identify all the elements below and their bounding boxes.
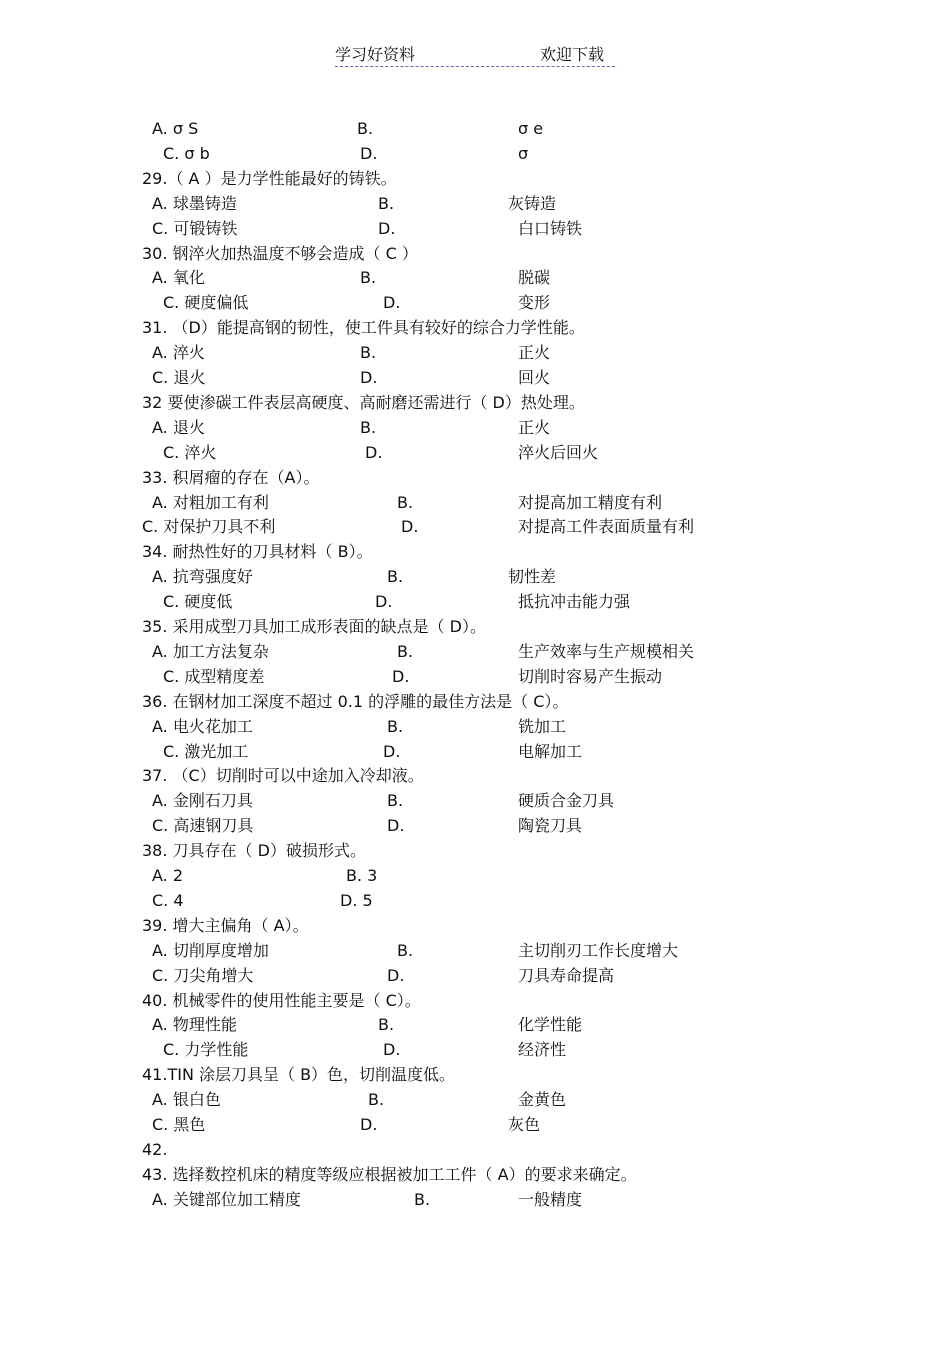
question-line — [0, 990, 950, 1012]
option-text: D. — [360, 368, 378, 387]
question-text: 37. （C）切削时可以中途加入冷却液。 — [142, 766, 424, 786]
option-text: B. — [387, 791, 404, 811]
option-text: B. — [414, 1189, 431, 1209]
option-text: B. — [368, 1090, 385, 1110]
option-text: C. 成型精度差 — [163, 666, 265, 686]
option-text: B. 3 — [346, 866, 378, 885]
option-line — [0, 492, 950, 514]
option-text: 白口铸铁 — [518, 218, 583, 238]
option-line — [0, 940, 950, 962]
question-text: 33. 积屑瘤的存在（A）。 — [142, 467, 320, 487]
option-line — [0, 965, 950, 987]
option-line — [0, 193, 950, 215]
option-text: A. 抗弯强度好 — [152, 567, 253, 587]
option-text: C. 可锻铸铁 — [152, 218, 238, 238]
question-text: 29.（ A ）是力学性能最好的铸铁。 — [142, 168, 397, 188]
option-text: C. 黑色 — [152, 1115, 206, 1134]
question-text: 34. 耐热性好的刀具材料（ B）。 — [142, 542, 373, 562]
question-text: 38. 刀具存在（ D）破损形式。 — [142, 841, 366, 861]
question-line — [0, 168, 950, 190]
question-line — [0, 765, 950, 787]
option-text: B. — [378, 1015, 395, 1035]
option-text: 经济性 — [518, 1040, 567, 1060]
option-text: D. — [383, 293, 401, 313]
option-text: D. 5 — [340, 890, 373, 910]
option-text: D. — [392, 666, 410, 686]
option-text: D. — [378, 218, 396, 238]
question-line — [0, 1164, 950, 1186]
option-line — [0, 143, 950, 165]
option-text: 刀具寿命提高 — [518, 965, 615, 985]
option-text: 陶瓷刀具 — [518, 816, 583, 836]
option-text: 切削时容易产生振动 — [518, 666, 663, 686]
option-line — [0, 591, 950, 613]
question-text: 36. 在钢材加工深度不超过 0.1 的浮雕的最佳方法是（ C）。 — [142, 691, 569, 711]
option-text: σ e — [518, 119, 544, 138]
option-text: 金黄色 — [518, 1090, 567, 1110]
option-text: 电解加工 — [518, 741, 583, 761]
option-line — [0, 566, 950, 588]
question-text: 32 要使渗碳工件表层高硬度、高耐磨还需进行（ D）热处理。 — [142, 392, 585, 412]
option-text: 一般精度 — [518, 1189, 583, 1209]
option-text: C. 对保护刀具不利 — [142, 517, 276, 537]
question-line — [0, 392, 950, 414]
option-text: 韧性差 — [508, 567, 557, 587]
option-text: A. σ S — [152, 119, 199, 138]
header-left-text: 学习好资料 — [335, 45, 416, 64]
question-text: 35. 采用成型刀具加工成形表面的缺点是（ D）。 — [142, 617, 486, 636]
option-text: σ — [518, 143, 529, 163]
option-line — [0, 267, 950, 289]
option-line — [0, 790, 950, 812]
option-text: D. — [383, 741, 401, 761]
option-text: A. 2 — [152, 866, 184, 885]
option-text: 生产效率与生产规模相关 — [518, 641, 695, 661]
question-text: 43. 选择数控机床的精度等级应根据被加工工件（ A）的要求来确定。 — [142, 1164, 637, 1184]
option-line — [0, 1014, 950, 1036]
option-line — [0, 741, 950, 763]
option-text: D. — [375, 592, 393, 612]
option-text: A. 球墨铸造 — [152, 193, 237, 213]
option-text: C. 硬度低 — [163, 592, 233, 612]
question-text: 42. — [142, 1139, 168, 1159]
option-line — [0, 890, 950, 912]
option-text: D. — [365, 442, 383, 462]
option-text: A. 物理性能 — [152, 1015, 237, 1035]
question-line — [0, 1064, 950, 1086]
option-line — [0, 342, 950, 364]
option-text: 回火 — [518, 368, 551, 387]
option-text: 灰铸造 — [508, 193, 557, 213]
option-text: A. 切削厚度增加 — [152, 940, 269, 960]
option-text: C. 退火 — [152, 368, 206, 387]
option-line — [0, 1089, 950, 1111]
option-text: 脱碳 — [518, 268, 551, 288]
option-text: B. — [360, 343, 377, 363]
option-text: 正火 — [518, 417, 551, 437]
option-line — [0, 292, 950, 314]
option-text: 正火 — [518, 343, 551, 363]
option-text: C. 力学性能 — [163, 1040, 249, 1060]
header-right-text: 欢迎下载 — [540, 45, 605, 64]
option-text: C. 4 — [152, 890, 184, 910]
option-text: 淬火后回火 — [518, 442, 599, 462]
option-text: 主切削刃工作长度增大 — [518, 940, 679, 960]
option-line — [0, 716, 950, 738]
option-text: B. — [360, 268, 377, 288]
option-text: 变形 — [518, 293, 551, 313]
option-line — [0, 218, 950, 240]
option-line — [0, 417, 950, 439]
option-text: A. 淬火 — [152, 343, 205, 363]
option-text: D. — [387, 816, 405, 836]
question-line — [0, 467, 950, 489]
option-text: D. — [360, 143, 378, 163]
option-line — [0, 815, 950, 837]
option-text: D. — [401, 517, 419, 537]
option-text: A. 对粗加工有利 — [152, 492, 269, 512]
option-text: C. 淬火 — [163, 442, 217, 462]
option-text: B. — [397, 940, 414, 960]
option-line — [0, 1114, 950, 1136]
option-text: C. 激光加工 — [163, 741, 249, 761]
option-line — [0, 641, 950, 663]
option-text: A. 退火 — [152, 417, 205, 437]
option-text: 对提高工件表面质量有利 — [518, 517, 695, 537]
question-line — [0, 317, 950, 339]
question-text: 31. （D）能提高钢的韧性，使工件具有较好的综合力学性能。 — [142, 318, 585, 338]
question-text: 30. 钢淬火加热温度不够会造成（ C ） — [142, 243, 418, 263]
option-text: B. — [387, 567, 404, 587]
option-text: B. — [357, 119, 374, 138]
option-text: 化学性能 — [518, 1015, 583, 1035]
option-line — [0, 442, 950, 464]
option-line — [0, 1039, 950, 1061]
option-line — [0, 1189, 950, 1211]
question-line — [0, 616, 950, 638]
question-line — [0, 915, 950, 937]
option-text: A. 关键部位加工精度 — [152, 1189, 301, 1209]
option-text: B. — [360, 417, 377, 437]
question-line — [0, 840, 950, 862]
option-text: A. 金刚石刀具 — [152, 791, 253, 811]
option-text: C. σ b — [163, 143, 210, 163]
option-text: 铣加工 — [518, 716, 567, 736]
option-text: C. 刀尖角增大 — [152, 965, 254, 985]
option-line — [0, 516, 950, 538]
option-text: C. 高速钢刀具 — [152, 816, 254, 836]
question-line — [0, 541, 950, 563]
option-text: B. — [397, 641, 414, 661]
option-text: A. 电火花加工 — [152, 716, 253, 736]
question-text: 40. 机械零件的使用性能主要是（ C）。 — [142, 990, 421, 1010]
option-text: 对提高加工精度有利 — [518, 492, 663, 512]
option-text: B. — [378, 193, 395, 213]
option-text: 硬质合金刀具 — [518, 791, 615, 811]
option-text: 抵抗冲击能力强 — [518, 592, 631, 612]
question-text: 39. 增大主偏角（ A）。 — [142, 915, 309, 935]
option-text: A. 银白色 — [152, 1090, 221, 1110]
option-text: D. — [360, 1115, 378, 1134]
option-text: 灰色 — [508, 1115, 541, 1134]
question-line — [0, 691, 950, 713]
option-text: B. — [397, 492, 414, 512]
option-line — [0, 666, 950, 688]
option-line — [0, 367, 950, 389]
option-text: D. — [383, 1040, 401, 1060]
option-text: A. 氧化 — [152, 268, 205, 288]
option-line — [0, 118, 950, 140]
option-text: D. — [387, 965, 405, 985]
question-line — [0, 243, 950, 265]
question-line — [0, 1139, 950, 1161]
option-text: B. — [387, 716, 404, 736]
option-line — [0, 865, 950, 887]
option-text: A. 加工方法复杂 — [152, 641, 269, 661]
option-text: C. 硬度偏低 — [163, 293, 249, 313]
question-text: 41.TIN 涂层刀具呈（ B）色，切削温度低。 — [142, 1065, 456, 1085]
